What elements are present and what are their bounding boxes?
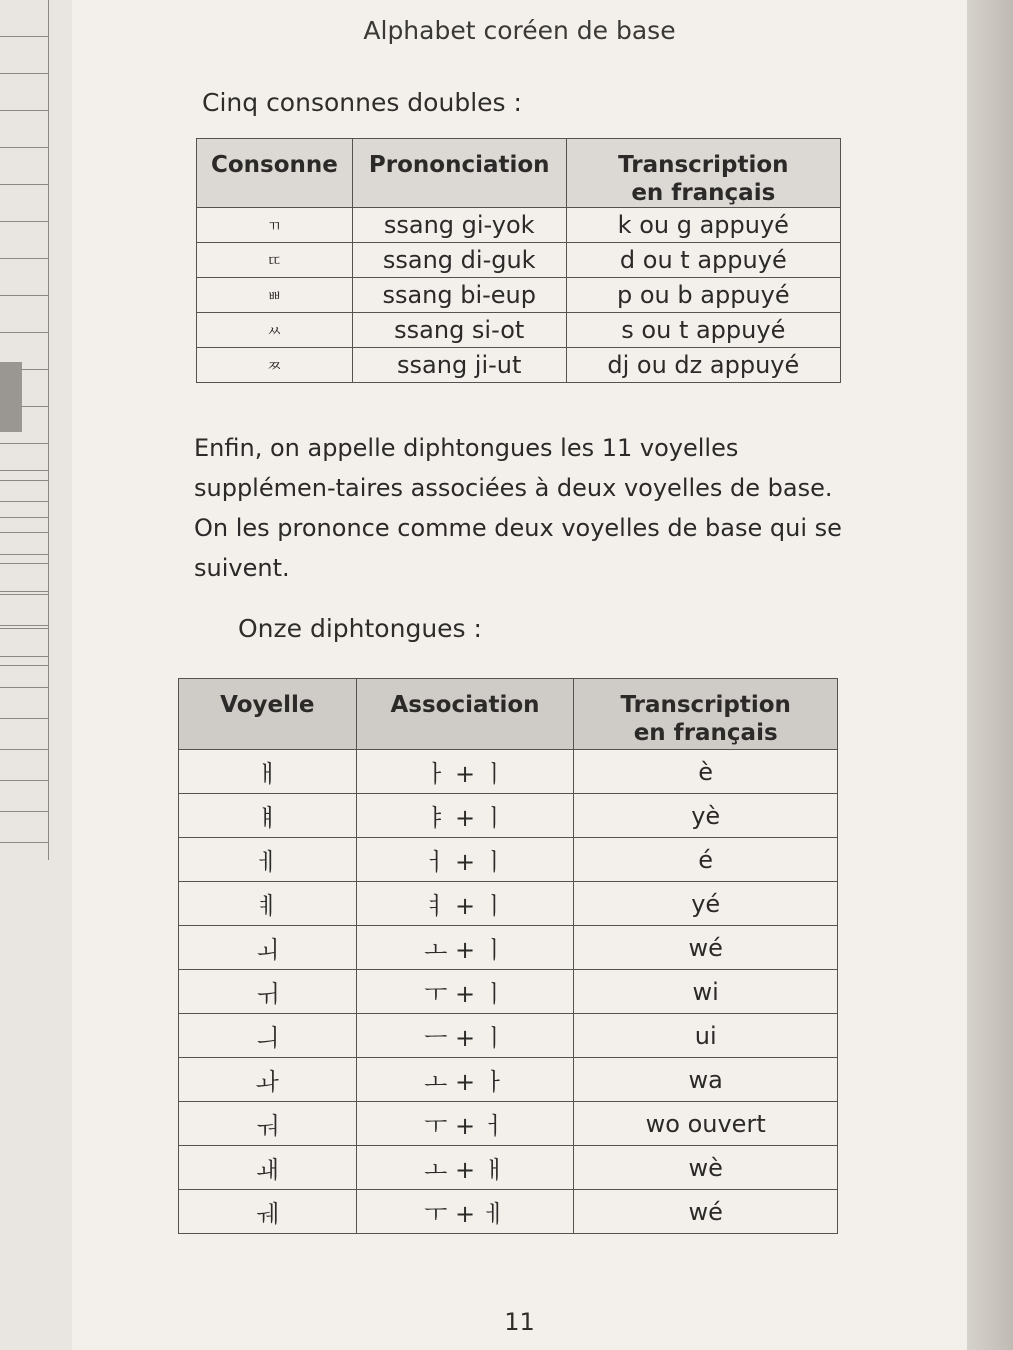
association-cell: ㅗ + ㅏ — [356, 1058, 574, 1102]
pronunciation-cell: ssang bi-eup — [352, 278, 566, 313]
table-row — [197, 278, 841, 313]
pronunciation-cell: ssang ji-ut — [352, 348, 566, 383]
table-row — [197, 313, 841, 348]
association-cell: ㅕ + ㅣ — [356, 882, 574, 926]
vowel-cell: ㅙ — [179, 1146, 357, 1190]
consonant-cell: ㅉ — [197, 348, 353, 383]
transcription-cell: ui — [574, 1014, 838, 1058]
adjacent-page-ruling-lower — [0, 440, 49, 860]
page-tab-marker — [0, 362, 22, 432]
table-header-row — [197, 139, 841, 208]
table-row — [179, 1190, 838, 1234]
column-header-prononciation: Prononciation — [352, 139, 566, 208]
transcription-cell: d ou t appuyé — [566, 243, 840, 278]
vowel-cell: ㅘ — [179, 1058, 357, 1102]
double-consonants-table — [196, 138, 841, 383]
table-row — [179, 970, 838, 1014]
table-header-row — [179, 679, 838, 750]
transcription-cell: wo ouvert — [574, 1102, 838, 1146]
consonant-cell: ㅃ — [197, 278, 353, 313]
association-cell: ㅗ + ㅐ — [356, 1146, 574, 1190]
adjacent-page-edge — [0, 0, 73, 1350]
association-cell: ㅑ + ㅣ — [356, 794, 574, 838]
column-header-voyelle: Voyelle — [179, 679, 357, 750]
transcription-cell: s ou t appuyé — [566, 313, 840, 348]
table-row — [197, 208, 841, 243]
table-row — [179, 1014, 838, 1058]
table-row — [179, 838, 838, 882]
column-header-transcription: Transcription en français — [566, 139, 840, 208]
pronunciation-cell: ssang gi-yok — [352, 208, 566, 243]
table-row — [179, 882, 838, 926]
diphthongs-label: Onze diphtongues : — [238, 614, 482, 643]
table-row — [179, 750, 838, 794]
transcription-cell: yé — [574, 882, 838, 926]
table-row — [179, 926, 838, 970]
transcription-cell: è — [574, 750, 838, 794]
pronunciation-cell: ssang di-guk — [352, 243, 566, 278]
association-cell: ㅜ + ㅔ — [356, 1190, 574, 1234]
transcription-cell: wé — [574, 1190, 838, 1234]
vowel-cell: ㅖ — [179, 882, 357, 926]
transcription-cell: dj ou dz appuyé — [566, 348, 840, 383]
page-number: 11 — [504, 1308, 535, 1336]
diphthongs-table — [178, 678, 838, 1234]
association-cell: ㅜ + ㅣ — [356, 970, 574, 1014]
column-header-association: Association — [356, 679, 574, 750]
transcription-cell: wi — [574, 970, 838, 1014]
pronunciation-cell: ssang si-ot — [352, 313, 566, 348]
table-row — [197, 243, 841, 278]
diphthongs-paragraph: Enfin, on appelle diphtongues les 11 voyelles supplémen-taires associées à deux voyelles de base. On les prononce comme deux voyelles de base qui se suivent. — [194, 434, 842, 582]
page-edge-shadow — [967, 0, 1013, 1350]
table-row — [179, 1058, 838, 1102]
vowel-cell: ㅐ — [179, 750, 357, 794]
association-cell: ㅏ + ㅣ — [356, 750, 574, 794]
transcription-cell: yè — [574, 794, 838, 838]
transcription-cell: wè — [574, 1146, 838, 1190]
transcription-cell: wa — [574, 1058, 838, 1102]
vowel-cell: ㅝ — [179, 1102, 357, 1146]
vowel-cell: ㅚ — [179, 926, 357, 970]
vowel-cell: ㅒ — [179, 794, 357, 838]
association-cell: ㅜ + ㅓ — [356, 1102, 574, 1146]
running-head: Alphabet coréen de base — [363, 16, 676, 45]
association-cell: ㅗ + ㅣ — [356, 926, 574, 970]
association-cell: ㅓ + ㅣ — [356, 838, 574, 882]
table-row — [179, 794, 838, 838]
vowel-cell: ㅔ — [179, 838, 357, 882]
double-consonants-label: Cinq consonnes doubles : — [202, 88, 522, 117]
transcription-cell: é — [574, 838, 838, 882]
transcription-cell: wé — [574, 926, 838, 970]
transcription-cell: k ou g appuyé — [566, 208, 840, 243]
association-cell: ㅡ + ㅣ — [356, 1014, 574, 1058]
table-row — [197, 348, 841, 383]
column-header-transcription: Transcription en français — [574, 679, 838, 750]
consonant-cell: ㄲ — [197, 208, 353, 243]
book-page — [72, 0, 967, 1350]
vowel-cell: ㅟ — [179, 970, 357, 1014]
consonant-cell: ㄸ — [197, 243, 353, 278]
vowel-cell: ㅢ — [179, 1014, 357, 1058]
consonant-cell: ㅆ — [197, 313, 353, 348]
transcription-cell: p ou b appuyé — [566, 278, 840, 313]
table-row — [179, 1146, 838, 1190]
table-row — [179, 1102, 838, 1146]
column-header-consonne: Consonne — [197, 139, 353, 208]
vowel-cell: ㅞ — [179, 1190, 357, 1234]
